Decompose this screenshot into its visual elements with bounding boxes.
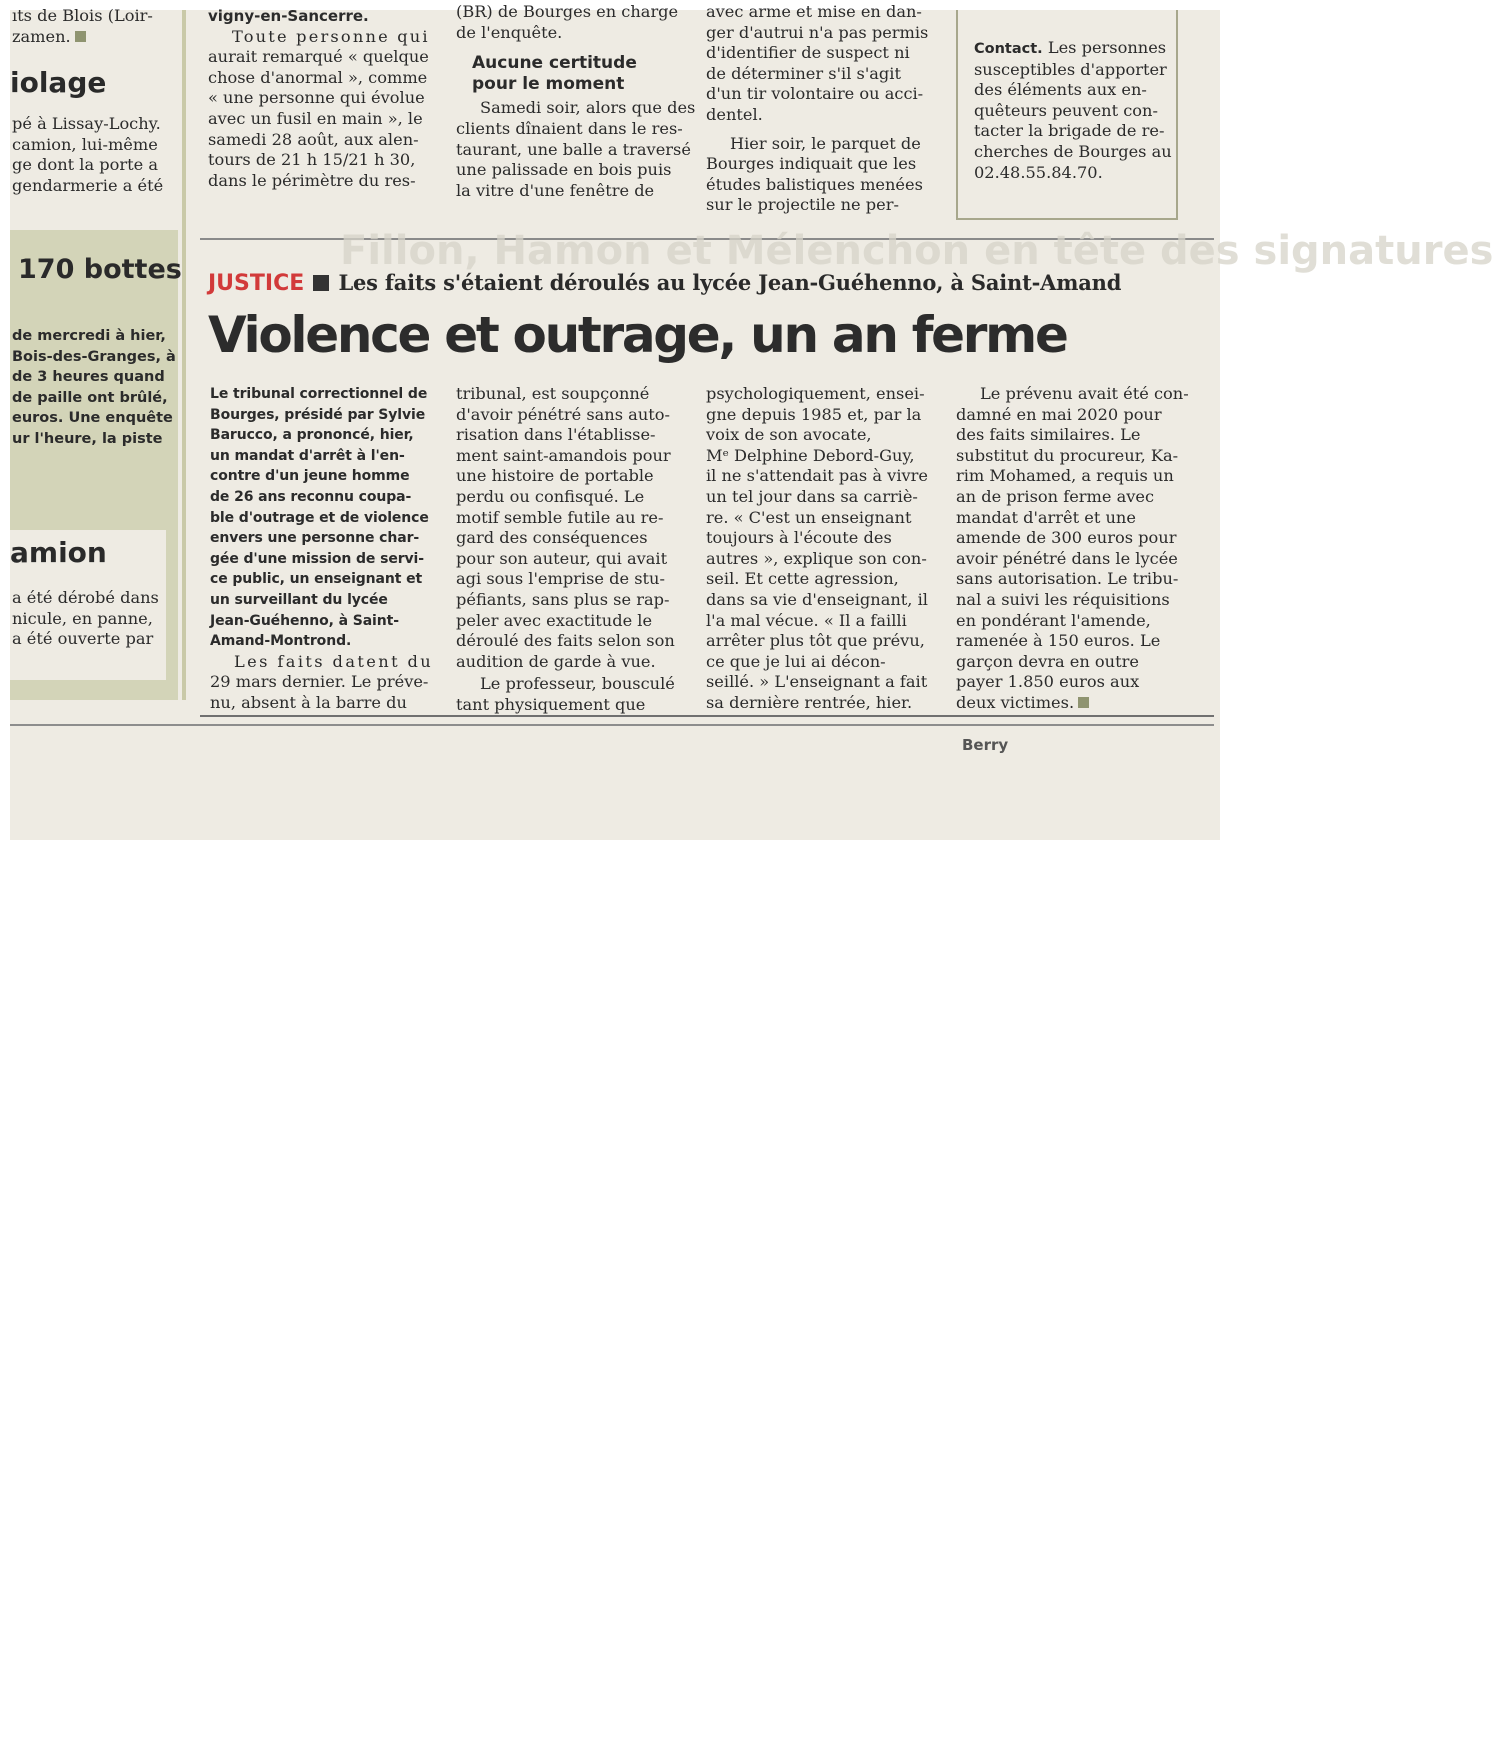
subhead: Aucune certitude: [472, 53, 637, 74]
column-divider: [182, 10, 186, 700]
main-col-3: psychologiquement, ensei- gne depuis 1985 et, par la voix de son avocate, Mᵉ Delphine Debord-Guy, il ne s'attendait pas à vivre un tel jour dans sa carriè- re. « C'est un enseignant toujours à l'écoute des autres », explique son con- seil. Et cette agression, dans sa vie d'enseignant, il l'a mal vécue. « Il a failli arrêter plus tôt que prévu, ce que je lui ai décon- seillé. » L'enseignant a fait sa dernière rentrée, hier.: [706, 384, 928, 712]
contact-text: Contact. Les personnes susceptibles d'apporter des éléments aux en- quêteurs peuvent con- tacter la brigade de re- cherches de Bourges au 02.48.55.84.70.: [974, 38, 1172, 182]
newspaper-clipping: [10, 2, 1493, 840]
left-para-2: de mercredi à hier, Bois-des-Granges, à de 3 heures quand de paille ont brûlé, euros. Une enquête ur l'heure, la piste: [12, 328, 176, 447]
edition-label: Berry: [962, 736, 1009, 754]
left-para-1: pé à Lissay-Lochy. camion, lui-même ge dont la porte a gendarmerie a été: [12, 114, 164, 195]
end-of-article-icon: [1078, 697, 1089, 708]
left-heading-2: 170 bottes: [18, 254, 182, 285]
left-heading-3: amion: [10, 536, 107, 569]
top-article-col-2: (BR) de Bourges en charge de l'enquête. Aucune certitude pour le moment Samedi soir, alors que des clients dînaient dans le res- taurant, une balle a traversé une palissade en bois puis la vitre d'une fenêtre de: [456, 2, 696, 200]
left-para-3: a été dérobé dans nicule, en panne, a été ouverte par: [12, 588, 159, 649]
contact-box: [956, 10, 1178, 220]
left-shaded-box: [10, 230, 182, 700]
left-cropped-column: [10, 6, 182, 700]
kicker: Les faits s'étaient déroulés au lycée Jean-Guéhenno, à Saint-Amand: [338, 270, 1122, 295]
left-inner-box: [10, 530, 166, 680]
left-top-text: ıts de Blois (Loir- zamen.: [12, 6, 153, 46]
left-heading-1: iolage: [10, 66, 107, 99]
footer-rule-top: [200, 715, 1214, 717]
footer-rule-bottom: [10, 724, 1214, 726]
main-col-4: Le prévenu avait été con- damné en mai 2020 pour des faits similaires. Le substitut du procureur, Ka- rim Mohamed, a requis un an de prison ferme avec mandat d'arrêt et une amende de 300 euros pour avoir pénétré dans le lycée sans autorisation. Le tribu- nal a suivi les réquisitions en pondérant l'amende, ramenée à 150 euros. Le garçon devra en outre payer 1.850 euros aux deux victimes.: [956, 384, 1189, 712]
headline: Violence et outrage, un an ferme: [208, 306, 1067, 364]
top-article-col-1: vigny-en-Sancerre. Toute personne qui aurait remarqué « quelque chose d'anormal », comme « une personne qui évolue avec un fusil en main », le samedi 28 août, aux alen- tours de 21 h 15/21 h 30, dans le périmètre du res-: [208, 7, 430, 190]
main-col-1: Le tribunal correctionnel de Bourges, présidé par Sylvie Barucco, a prononcé, hier, un mandat d'arrêt à l'en- contre d'un jeune homme de 26 ans reconnu coupa- ble d'outrage et de violence envers une personne char- gée d'une mission de servi- ce public, un enseignant et un surveillant du lycée Jean-Guéhenno, à Saint- Amand-Montrond. Les faits datent du 29 mars dernier. Le préve- nu, absent à la barre du: [210, 386, 434, 712]
rubric-square-icon: [313, 275, 329, 291]
end-mark-icon: [75, 31, 86, 42]
rubric-label: JUSTICE: [208, 271, 305, 296]
main-col-2: tribunal, est soupçonné d'avoir pénétré sans auto- risation dans l'établisse- ment saint-amandois pour une histoire de portable perdu ou confisqué. Le motif semble futile au re- gard des conséquences pour son auteur, qui avait agi sous l'emprise de stu- péfiants, sans plus se rap- peler avec exactitude le déroulé des faits selon son audition de garde à vue. Le professeur, bousculé tant physiquement que: [456, 384, 675, 714]
top-article-col-3: avec arme et mise en dan- ger d'autrui n'a pas permis d'identifier de suspect ni de déterminer s'il s'agit d'un tir volontaire ou acci- dentel. Hier soir, le parquet de Bourges indiquait que les études balistiques menées sur le projectile ne per-: [706, 2, 929, 215]
kicker-line: [208, 270, 1121, 296]
contact-label: Contact.: [974, 41, 1043, 57]
bleed-through-headline: Fillon, Hamon et Mélenchon en tête des signatures: [340, 228, 1493, 274]
lede: Le tribunal correctionnel de Bourges, présidé par Sylvie Barucco, a prononcé, hier, un mandat d'arrêt à l'en- contre d'un jeune homme de 26 ans reconnu coupa- ble d'outrage et de violence envers une personne char- gée d'une mission de servi- ce public, un enseignant et un surveillant du lycée Jean-Guéhenno, à Saint- Amand-Montrond.: [210, 386, 429, 650]
